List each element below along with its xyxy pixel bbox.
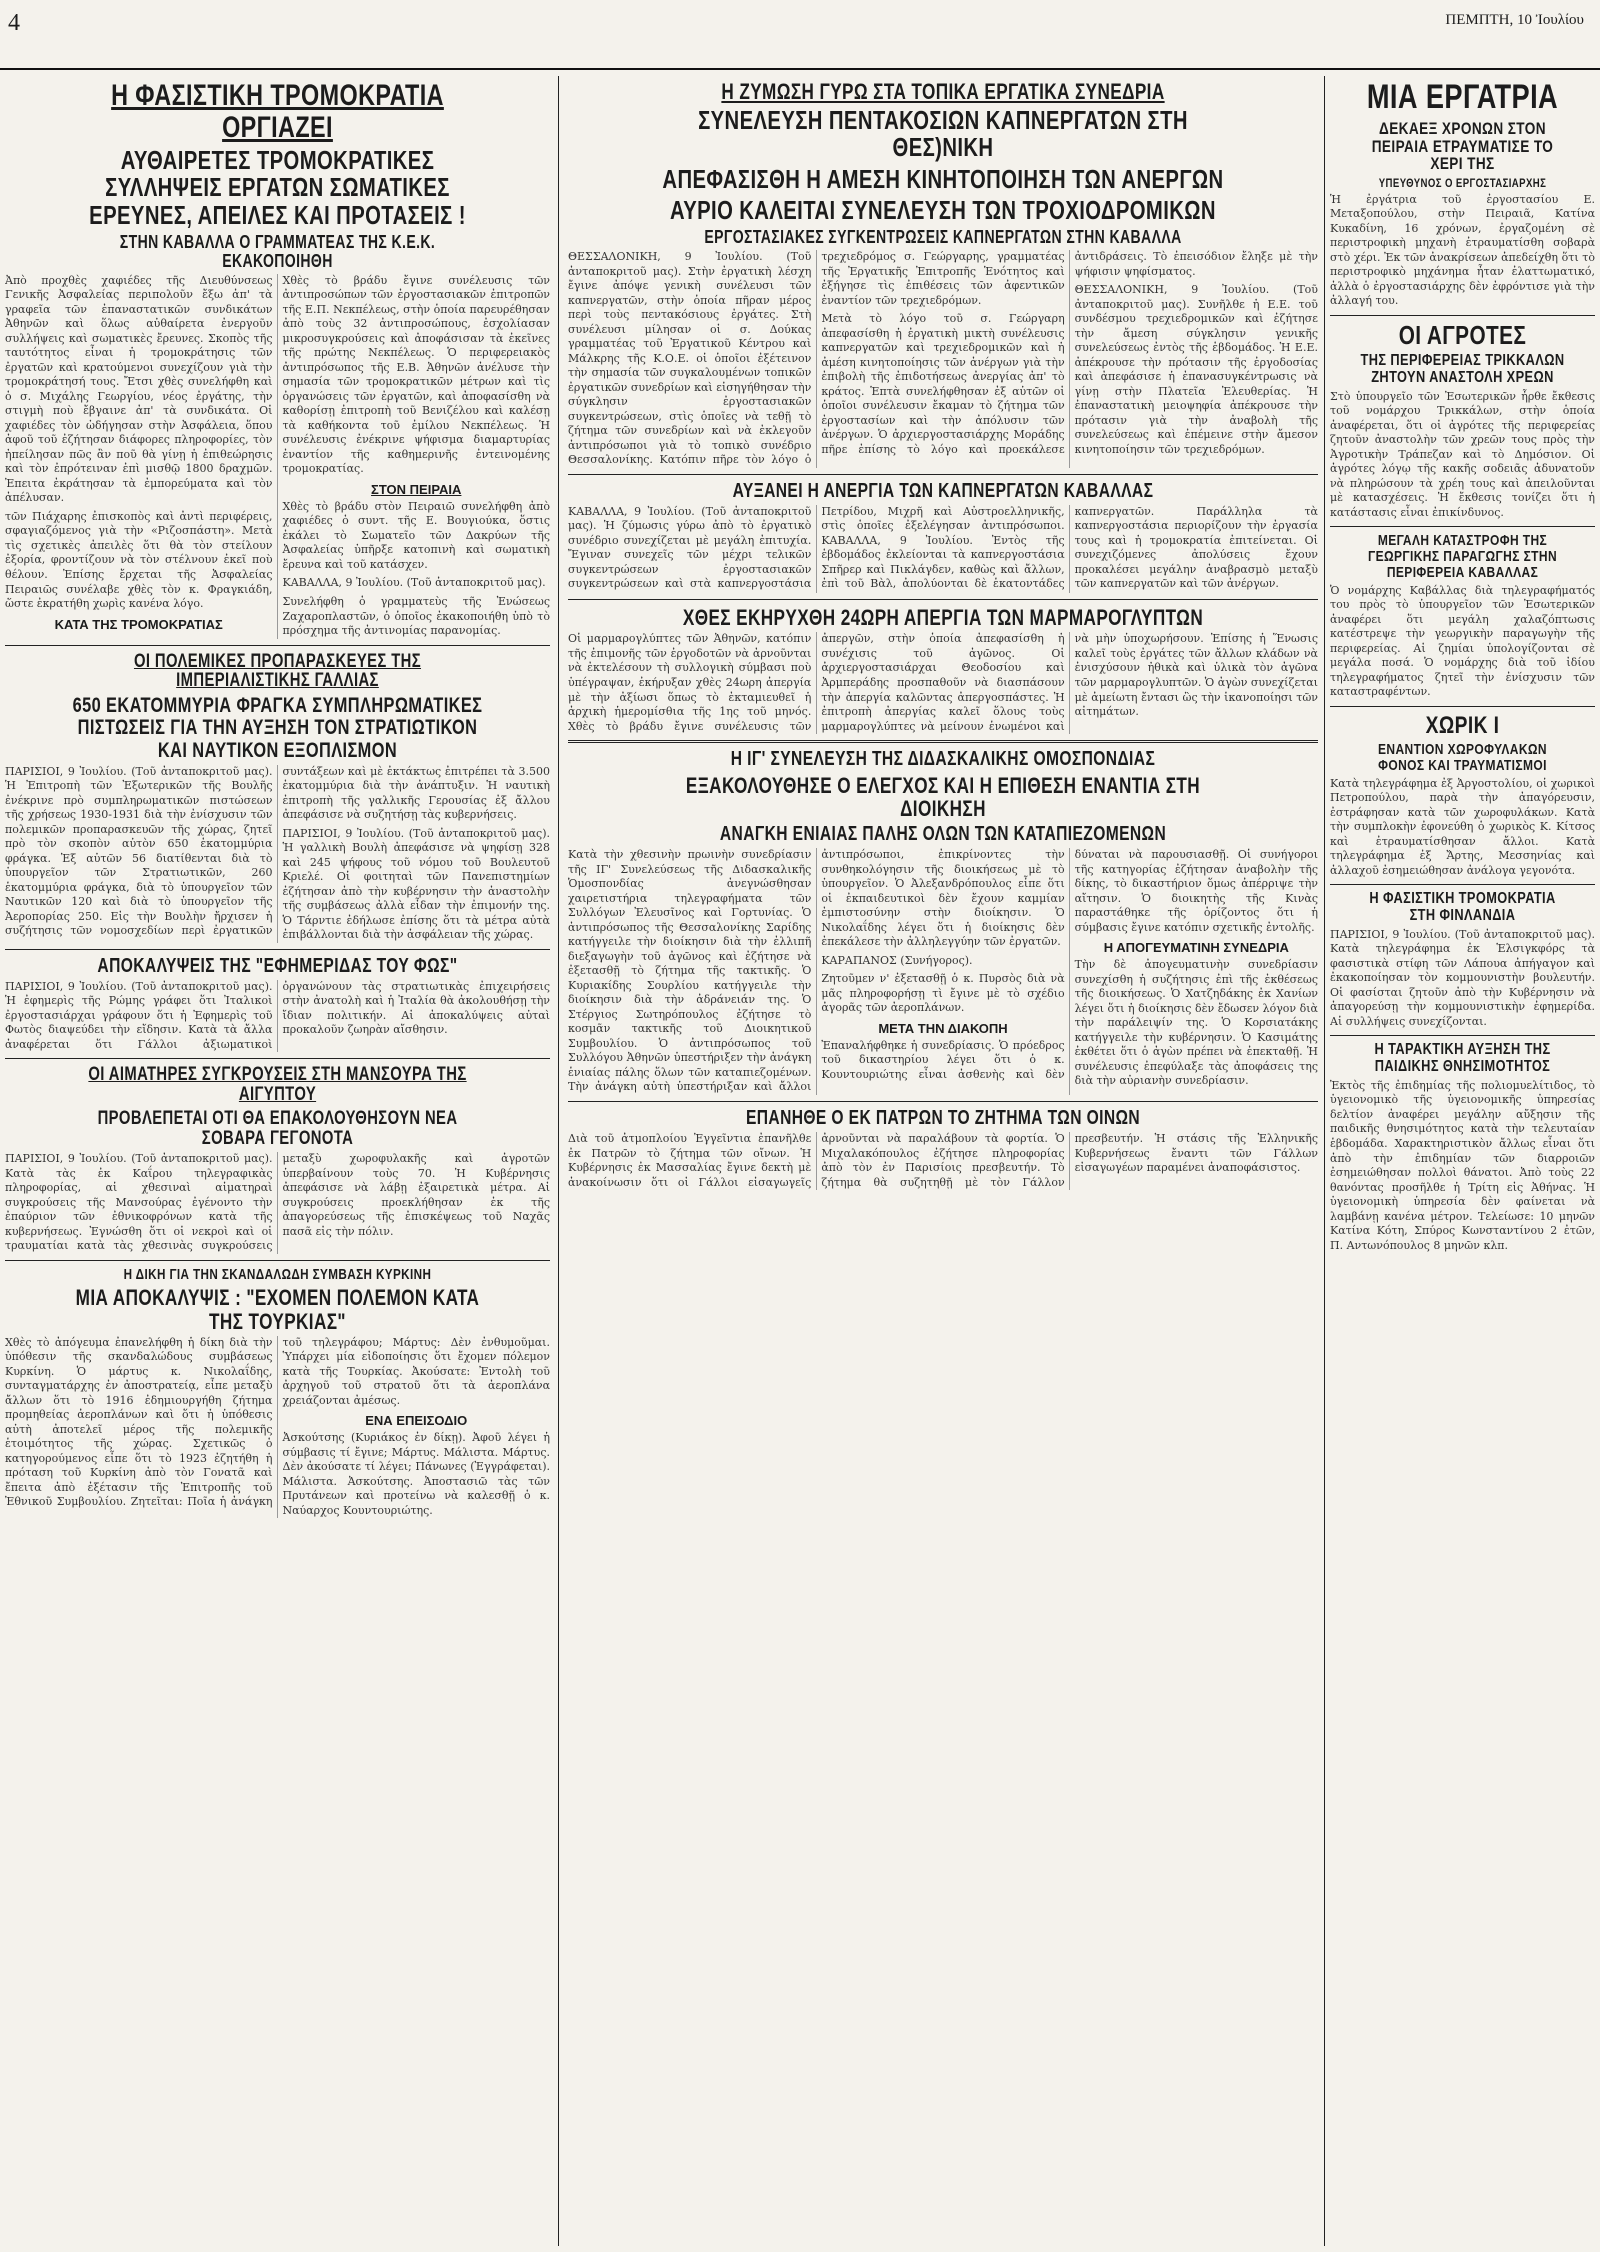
center-column (568, 76, 1318, 2246)
section-subhead: ΜΕΤΑ ΤΗΝ ΔΙΑΚΟΠΗ (878, 1020, 1008, 1036)
headline: ΕΝΑΝΤΙΟΝ ΧΩΡΟΦΥΛΑΚΩΝ ΦΟΝΟΣ ΚΑΙ ΤΡΑΥΜΑΤΙΣΜΟΙ (1377, 741, 1548, 774)
divider (5, 1260, 550, 1261)
headline: ΟΙ ΑΓΡΟΤΕΣ (1398, 319, 1527, 350)
article-byline: ΚΑΡΑΠΑΝΟΣ (Συνήγορος). (821, 953, 973, 967)
divider (5, 1058, 550, 1059)
headline: Η ΦΑΣΙΣΤΙΚΗ ΤΡΟΜΟΚΡΑΤΙΑ ΣΤΗ ΦΙΝΛΑΝΔΙΑ (1369, 890, 1556, 924)
divider (1330, 1035, 1595, 1036)
headline: ΠΡΟΒΛΕΠΕΤΑΙ ΟΤΙ ΘΑ ΕΠΑΚΟΛΟΥΘΗΣΟΥΝ ΝΕΑ ΣΟΒΑΡΑ ΓΕΓΟΝΟΤΑ (97, 1108, 458, 1150)
article-text: ΚΑΒΑΛΛΑ, 9 Ἰουλίου. (Τοῦ ἀνταποκριτοῦ μας). Ἡ ζύμωσις γύρω ἀπὸ τὸ ἐργατικὸ συνέδριο συνεχίζεται μὲ μεγάλη ἐπιτυχία. Ἔγιναν συνεχεῖς τῶν μέχρι τελικῶν συγκεντρώσεων ἐργοστασιακῶν συγκεντρώσεων καὶ στὰ καπνεργοστάσια Πετρίδου, Μιχρῆ καὶ Αὐστροελληνικῆς, στὶς ὁποῖες ἐξελέγησαν ἀντιπρόσωποι. ΚΑΒΑΛΛΑ, 9 Ἰουλίου. Ἐντὸς τῆς ἑβδομάδος ἐκλείονται τὰ καπνεργοστάσια Σπῆρερ καὶ Πικλάγδεν, καθὼς καὶ ἄλλων, ἐπὶ τοῦ Βὰλ, ἀπολύονται δὲ ἑκατοντάδες καπνεργατῶν. Παράλληλα τὰ καπνεργοστάσια περιορίζουν τὴν ἐργασία τους καὶ ἡ τρομοκρατία ἐπιτείνεται. Οἱ συνεχιζόμενες ἀπολύσεις ἔχουν προκαλέσει μεγάλην ἀναβρασμὸ μεταξὺ τῶν καπνεργατῶν καὶ τῶν ἀνέργων. (568, 504, 1318, 591)
article-body (5, 1336, 550, 1519)
article-text: Ἐπαναλήφθηκε ἡ συνεδρίασις. Ὁ πρόεδρος τοῦ δικαστηρίου λέγει ὅτι ὁ κ. Κουντουριώτης εἶναι ἀσθενὴς καὶ δὲν δύναται νὰ παρουσιασθῇ. Οἱ συνήγοροι τῆς κατηγορίας ἐζήτησαν ἀναβολὴν τῆς δίκης, τὸ δικαστήριον ὅμως ἀπέρριψε τὴν αἴτησιν. Ὁ διοικητὴς τῆς Κινὰς παραστάθηκε τῆς ὁρίζοντος ὅτι ἡ σύμβασις ἔγινε κατόπιν σχετικῆς ἐντολῆς. (821, 848, 1318, 1081)
headline: ΟΙ ΑΙΜΑΤΗΡΕΣ ΣΥΓΚΡΟΥΣΕΙΣ ΣΤΗ ΜΑΝΣΟΥΡΑ ΤΗΣ ΑΙΓΥΠΤΟΥ (88, 1064, 467, 1106)
article-text: Χθὲς τὸ βράδυ ἔγινε συνέλευσις τῶν ἀντιπροσώπων τῶν ἐργοστασιακῶν ἐπιτροπῶν τῆς Ε.Π. Νεκπέλεως, στὴν ὁποία παρευρέθησαν ἀπὸ τοὺς 32 ἀντιπροσώπους, ἐσχολίασαν μικροσυγκρούσεις καὶ ἀποφάσισαν τὰ ἐκεῖνες τῆς πρώτης Νεκπέλεως. Ὁ περιφερειακὸς ἀντιπρόσωπος τῆς Ε.Β. Ἀθηνῶν ἀνέλυσε τὴν σημασία τῶν τρομοκρατικῶν μέτρων καὶ τὶς ὀργανώσεις τῶν ἐργατῶν, καὶ ἀποφασίσθη νὰ καθορίσῃ ἐπιτροπὴ τοῦ Βενιζέλου καὶ καλέσῃ τὰ καθήκοντα τοῦ ἐμίλου Νεκπέλεως. Ἡ συνέλευσις ἐνέκρινε ψήφισμα διαμαρτυρίας ἐναντίον τῆς καθημερινῆς ἐντεινομένης τρομοκρατίας. (282, 273, 550, 476)
article-text: Ἀσκούτσης (Κυριάκος ἐν δίκῃ). Ἀφοῦ λέγει ἡ σύμβασις τί ἔγινε; Μάρτυς. Μάλιστα. Μάρτυς. Δὲν ἀκούσατε τί λέγει; Πάνωνες (Ἐγγράφεται). Μάλιστα. Ἀσκούτσης. Ἀποστασιῶ τὰς τῶν Πρυτάνεων καὶ προτείνω νὰ καλεσθῇ ὁ κ. Ναύαρχος Κουντουριώτης. (282, 1431, 550, 1517)
headline: ΑΠΕΦΑΣΙΣΘΗ Η ΑΜΕΣΗ ΚΙΝΗΤΟΠΟΙΗΣΗ ΤΩΝ ΑΝΕΡΓΩΝ (662, 163, 1224, 194)
headline: ΜΕΓΑΛΗ ΚΑΤΑΣΤΡΟΦΗ ΤΗΣ ΓΕΩΡΓΙΚΗΣ ΠΑΡΑΓΩΓΗΣ ΣΤΗΝ ΠΕΡΙΦΕΡΕΙΑ ΚΑΒΑΛΛΑΣ (1367, 532, 1558, 581)
masthead-rule (0, 68, 1600, 70)
article-text: Χθὲς τὸ ἀπόγευμα ἐπανελήφθη ἡ δίκη διὰ τὴν ὑπόθεσιν τῆς σκανδαλώδους συμβάσεως Κυρκίνη. Ὁ μάρτυς κ. Νικολαΐδης, συνταγματάρχης ἐν ἀποστρατείᾳ, εἶπε μεταξὺ ἄλλων ὅτι τὸ 1916 ἐδημιουργήθη ζήτημα προμηθείας ἀεροπλάνων καὶ ὅτι ἡ ὑπόθεσις αὐτὴ ἀποτελεῖ μέρος τῆς πολεμικῆς ἑτοιμότητος τῆς χώρας. Σχετικῶς ὁ κατηγορούμενος εἶπε ὅτι τὸ 1923 ἐζητήθη ἡ πρόταση τοῦ Κυρκίνη ἀπὸ τὸν Γονατᾶ καὶ ἔπειτα ἀπὸ ἐξέτασιν τῆς Ἐπιτροπῆς τοῦ Ἐθνικοῦ Συμβουλίου. Ζητεῖται: Ποῖα ἡ ἀνάγκη τοῦ τηλεγράφου; Μάρτυς: Δὲν ἐνθυμοῦμαι. Ὑπάρχει μία εἰδοποίησις ὅτι ἔχομεν πόλεμον κατὰ τῆς Τουρκίας. Ἀκούσατε: Ἐντολὴ τοῦ ἀρχηγοῦ τοῦ στρατοῦ ὅτι τὰ ἀεροπλάνα χρειάζονται ἀμέσως. (5, 1335, 550, 1509)
article-text: ΘΕΣΣΑΛΟΝΙΚΗ, 9 Ἰουλίου. (Τοῦ ἀνταποκριτοῦ μας). Συνῆλθε ἡ Ε.Ε. τοῦ συνδέσμου τρεχιεδρομικῶν καὶ ἐζήτησε τὴν ἄμεση σύγκλησιν γενικῆς συνελεύσεως ἐντὸς τῆς ἑβδομάδος. Ἡ Ε.Ε. ἀπέκρουσε τὴν πρότασιν τῆς ἐργοδοσίας καὶ ἀπεφάσισε ἡ ἐπανασυγκέντρωσις νὰ γίνῃ στὴν Πλατεῖα Ἐλευθερίας. Ἡ ἐπαναστατικὴ μειοψηφία ἀπέκρουσε τὴν πρότασιν γιὰ τὴν ἀναβολὴ τῆς συνελεύσεως καὶ ἐπέμεινε στὴν ἄμεσον κινητοποίησιν τῶν τρεχιεδρόμων. (1074, 283, 1318, 456)
section-subhead: Η ΑΠΟΓΕΥΜΑΤΙΝΗ ΣΥΝΕΔΡΙΑ (1103, 940, 1289, 956)
headline: ΣΥΝΕΛΕΥΣΗ ΠΕΝΤΑΚΟΣΙΩΝ ΚΑΠΝΕΡΓΑΤΩΝ ΣΤΗ ΘΕΣ)ΝΙΚΗ (698, 105, 1188, 163)
headline: Η ΙΓ' ΣΥΝΕΛΕΥΣΗ ΤΗΣ ΔΙΔΑΣΚΑΛΙΚΗΣ ΟΜΟΣΠΟΝΔΙΑΣ (730, 748, 1156, 771)
divider (568, 474, 1318, 475)
column-divider (1324, 76, 1325, 2246)
divider (1330, 706, 1595, 707)
left-column (5, 76, 550, 2246)
dateline: ΠΕΜΠΤΗ, 10 Ἰουλίου (1445, 12, 1584, 28)
article-body (568, 505, 1318, 593)
headline: ΧΘΕΣ ΕΚΗΡΥΧΘΗ 24ΩΡΗ ΑΠΕΡΓΙΑ ΤΩΝ ΜΑΡΜΑΡΟΓΛΥΠΤΩΝ (682, 605, 1204, 631)
article-text: Οἱ μαρμαρογλύπτες τῶν Ἀθηνῶν, κατόπιν τῆς ἐπιμονῆς τῶν ἐργοδοτῶν νὰ ἀρνοῦνται νὰ ἐκτελέσουν τὴ συλλογικὴ σύμβασι ποὺ ὑπέγραψαν, ἐκήρυξαν χθὲς 24ωρη ἀπεργία μὲ τὴν ἀξίωσι ὅπως τὸ ἐκταμιευθεῖ ἡ ἀρχικὴ ἡμερομίσθια τῆς 1ης τοῦ μηνός. Χθὲς τὸ βράδυ ἔγινε συνέλευσις τῶν ἀπεργῶν, στὴν ὁποία ἀπεφασίσθη ἡ συνέχισις τοῦ ἀγῶνος. Οἱ ἀρχιεργοστασιάρχαι Θεοδοσίου καὶ Ἀρμπεράδης προσπαθοῦν νὰ διασπάσουν τὴν ἀπεργία καλῶντας ἀπεργοσπάστες. Ἡ ἐπιτροπὴ ἀπεργίας καλεῖ ὅλους τοὺς μαρμαρογλύπτες νὰ μείνουν ἑνωμένοι καὶ νὰ μὴν ὑποχωρήσουν. Ἐπίσης ἡ Ἕνωσις καλεῖ τοὺς ἐργάτες τῶν ἄλλων κλάδων νὰ ἐνισχύσουν ἠθικὰ καὶ ὑλικὰ τὸν ἀγῶνα τῶν μαρμαρογλυπτῶν. Ὁ ἀγὼν συνεχίζεται μὲ ἀμείωτη ἔντασι ὣς τὴν ἱκανοποίησι τῶν αἰτημάτων. (568, 632, 1318, 733)
article-text: ΠΑΡΙΣΙΟΙ, 9 Ἰουλίου. (Τοῦ ἀνταποκριτοῦ μας). Ἡ Ἐπιτροπὴ τῶν Ἐξωτερικῶν τῆς Βουλῆς ἐνέκρινε πρὸ συμπληρωματικῶν πιστώσεων τῆς χρήσεως 1930-1931 διὰ τὴν ἐνίσχυσιν τῶν πολεμικῶν προπαρασκευῶν τῆς χώρας, ζητεῖ πρὸ τὸν σκοπὸν αὐτὸν 650 ἑκατομμύρια φράγκα. Ἐξ αὐτῶν 56 διατίθενται διὰ τὸ ὑπουργεῖον τῶν Στρατιωτικῶν, 260 ἑκατομμύρια φράγκα, διὰ τὸ ὑπουργεῖον τῶν Ναυτικῶν 120 καὶ διὰ τὸ ὑπουργεῖον τῆς Ἀεροπορίας 250. Εἰς τὴν Βουλὴν ἤρχισεν ἡ συζήτησις τῶν νομοσχεδίων περὶ ἐργατικῶν συντάξεων καὶ μὲ ἐκτάκτως ἐπιτρέπει τὰ 3.500 ἑκατομμύρια διὰ τὴν ἀνάπτυξιν. Ἡ ναυτικὴ ἐπιτροπὴ τῆς γαλλικῆς Γερουσίας ἐξ ἄλλου ἀπεφάσισε νὰ συζητήσῃ τὰς κυβερνήσεις. (5, 764, 550, 938)
divider (1330, 884, 1595, 885)
subheadline: ΣΤΗΝ ΚΑΒΑΛΛΑ Ο ΓΡΑΜΜΑΤΕΑΣ ΤΗΣ Κ.Ε.Κ. ΕΚΑΚΟΠΟΙΗΘΗ (119, 231, 436, 271)
headline: ΑΝΑΓΚΗ ΕΝΙΑΙΑΣ ΠΑΛΗΣ ΟΛΩΝ ΤΩΝ ΚΑΤΑΠΙΕΖΟΜΕΝΩΝ (719, 823, 1167, 846)
headline: ΟΙ ΠΟΛΕΜΙΚΕΣ ΠΡΟΠΑΡΑΣΚΕΥΕΣ ΤΗΣ ΙΜΠΕΡΙΑΛΙΣΤΙΚΗΣ ΓΑΛΛΙΑΣ (133, 650, 422, 692)
article-body (568, 1132, 1318, 1190)
divider (568, 740, 1318, 743)
article-byline: ΚΑΒΑΛΛΑ, 9 Ἰουλίου. (Τοῦ ἀνταποκριτοῦ μας). (282, 576, 546, 590)
page-number: 4 (8, 10, 20, 36)
article-text: Κατὰ τηλεγράφημα ἐξ Ἀργοστολίου, οἱ χωρικοὶ Πετροπούλου, παρὰ τὴν ἀπαγόρευσιν, ἐστράφησαν κατὰ τῶν χωροφυλάκων. Κατὰ τὴν συμπλοκὴν ἐφονεύθη ὁ χωρικὸς Κ. Κίτσος καὶ ἐτραυματίσθησαν ἄλλοι. Κατὰ τηλεγράφημα ἐξ Ἄρτης, Μεσσηνίας καὶ ἀλλαχοῦ ἐσημειώθησαν ἀνάλογα γεγονότα. (1330, 776, 1595, 877)
article-body (5, 980, 550, 1053)
headline: Η ΤΑΡΑΚΤΙΚΗ ΑΥΞΗΣΗ ΤΗΣ ΠΑΙΔΙΚΗΣ ΘΝΗΣΙΜΟΤΗΤΟΣ (1374, 1041, 1551, 1076)
article-text: τῶν Πιάχαρης ἐπισκοπὸς καὶ ἀντὶ περιφέρεις, σφαγιαζόμενος γιὰ τὴν «Ριζοσπάστη». Μετὰ τὶς σχετικὲς ἀπειλὲς ὅτι θὰ τὸν στείλουν ἐξορία, φροντίζουν νὰ τὸν στέλνουν ἐκεῖ ποὺ θέλουν. Ἐπίσης ἔρχεται τῆς Ἀσφαλείας Πειραιῶς συνέλαβε χθὲς τὸν κ. Φραγκιάδη, ὥστε ἐκρατήθη χωρὶς κανένα λόγο. (5, 509, 273, 611)
headline: ΔΕΚΑΕΞ ΧΡΟΝΩΝ ΣΤΟΝ ΠΕΙΡΑΙΑ ΕΤΡΑΥΜΑΤΙΣΕ ΤΟ ΧΕΡΙ ΤΗΣ (1371, 118, 1554, 174)
headline: ΧΩΡΙΚ Ι (1425, 711, 1500, 739)
article-text: Ἀπὸ προχθὲς χαφιέδες τῆς Διευθύνσεως Γενικῆς Ἀσφαλείας περιπολοῦν ἔξω ἀπ' τὰ γραφεῖα τῶν ἐπαναστατικῶν συνδικάτων Ἀθηνῶν καὶ ὅλως αὐθαίρετα ἐνεργοῦν συλλήψεις καὶ σωματικὲς ἔρευνες. Σκοπὸς τῆς ταυτότητος εἶναι ἡ τρομοκράτησις τῶν ἐργατῶν καὶ κρατούμενοι συνεχίζουν γιὰ τὴν τρομοκράτησή τους. Ἔτσι χθὲς συνελήφθη καὶ ὁ σ. Μιχάλης Γεωργίου, νέος ἐργάτης, τὴν στιγμὴ ποὺ ἔβγαινε ἀπ' τὰ συνδικάτα. Οἱ χαφιέδες τὸν ὡδήγησαν στὴν Ἀσφάλεια, ὅπου ἀφοῦ τοῦ ἐζήτησαν διάφορες πληροφορίες, τὸν ἠπείλησαν πῶς ἂν ποῦ θὰ γίνῃ ἡ ἐπιθεώρησις καὶ τὸν ἐπρότειναν ἐπὶ μισθῷ 1800 δραχμῶν. Ἐπειτα ἐκράτησαν τὰ ἐμπορεύματα καὶ τὸν ἀπέλυσαν. (5, 273, 273, 505)
divider (568, 1101, 1318, 1102)
article-text: Μετὰ τὸ λόγο τοῦ σ. Γεώργαρη ἀπεφασίσθη ἡ ἐργατικὴ μικτὴ συνέλευσις καπνεργατῶν καὶ τρεχιεδρομικῶν καὶ ἡ ἀμέση κινητοποίησις τῶν ἀνέργων γιὰ τὴν ἐπιβολὴ τῆς ἐπιδοτήσεως ἀνεργίας ἀπ' τὸ κράτος. Ἑπτὰ συνελήφθησαν ἐξ αὐτῶν οἱ ὁποῖοι συνέλευσιν ἔκαμαν τὸ ζήτημα τῶν ἐργοστασίων καὶ τὴν ἀπόλυσιν τῶν ἀνέργων. Ὁ ἀρχιεργοστασιάρχης Μοράδης πῆρε ἐπίσης τὸ λόγο καὶ προεκάλεσε ἀντιδράσεις. Τὸ ἐπεισόδιον ἔληξε μὲ τὴν ψήφισιν ψηφίσματος. (821, 250, 1318, 456)
article-body (5, 765, 550, 943)
article-body (5, 1152, 550, 1254)
article-text: ΠΑΡΙΣΙΟΙ, 9 Ἰουλίου. (Τοῦ ἀνταποκριτοῦ μας). Κατὰ τὰς ἐκ Καΐρου τηλεγραφικὰς πληροφορίας, αἱ χθεσιναὶ αἱματηραὶ συγκρούσεις τῆς Μανσούρας ἐγένοντο τὴν ἐπαύριον τῶν ἐθνικοφρόνων κατὰ τῆς κυβερνήσεως. Ἐγνώσθη ὅτι οἱ νεκροὶ καὶ οἱ τραυματίαι κατὰ τὰς χθεσινὰς συγκρούσεις μεταξὺ χωροφυλακῆς καὶ ἀγροτῶν ὑπερβαίνουν τοὺς 70. Ἡ Κυβέρνησις ἀπεφάσισε νὰ λάβῃ ἐξαιρετικὰ μέτρα. Αἱ συγκρούσεις προεκλήθησαν ἐκ τῆς ἀπαγορεύσεως τῆς ἐπισκέψεως τοῦ Ναχᾶς πασᾶ εἰς τὴν πόλιν. (5, 1152, 550, 1253)
headline: ΜΙΑ ΑΠΟΚΑΛΥΨΙΣ : "ΕΧΟΜΕΝ ΠΟΛΕΜΟΝ ΚΑΤΑ ΤΗΣ ΤΟΥΡΚΙΑΣ" (75, 1285, 480, 1334)
subheadline: ΕΡΓΟΣΤΑΣΙΑΚΕΣ ΣΥΓΚΕΝΤΡΩΣΕΙΣ ΚΑΠΝΕΡΓΑΤΩΝ ΣΤΗΝ ΚΑΒΑΛΛΑ (704, 227, 1182, 248)
headline: Η ΔΙΚΗ ΓΙΑ ΤΗΝ ΣΚΑΝΔΑΛΩΔΗ ΣΥΜΒΑΣΗ ΚΥΡΚΙΝΗ (123, 1265, 432, 1283)
article-body (568, 632, 1318, 734)
article-text: Ὁ νομάρχης Καβάλλας διὰ τηλεγραφήματός του πρὸς τὸ ὑπουργεῖον τῶν Ἐσωτερικῶν ἀναφέρει ὅτι μεγάλη χαλαζόπτωσις κατέστρεψε τὴν γεωργικὴν παραγωγὴν τῆς περιφερείας. Αἱ ζημίαι ὑπολογίζονται σὲ μεγάλα ποσά. Ὁ νομάρχης διὰ τοῦ ἰδίου τηλεγραφήματος ζητεῖ τὴν ἐνίσχυσιν τῶν καταστραφέντων. (1330, 583, 1595, 699)
article-body (568, 250, 1318, 468)
article-text: Στὸ ὑπουργεῖο τῶν Ἐσωτερικῶν ἦρθε ἔκθεσις τοῦ νομάρχου Τρικκάλων, στὴν ὁποία ἀναφέρεται, ὅτι οἱ ἀγρότες τῆς περιφερείας ζητοῦν ἀναστολὴν τῶν χρεῶν τους πρὸς τὴν Ἀγροτικὴν Τράπεζαν καὶ τὸ Δημόσιον. Οἱ ἀγρότες λόγῳ τῆς κακῆς σοδειᾶς ἀδυνατοῦν νὰ πληρώσουν τὰ χρέη τους καὶ ἀπειλοῦνται μὲ κατασχέσεις. Ἡ ἔκθεσις τονίζει ὅτι ἡ κατάστασις εἶναι ἐπικίνδυνος. (1330, 389, 1595, 519)
divider (1330, 526, 1595, 527)
article-body (568, 848, 1318, 1095)
article-text: Κατὰ τὴν χθεσινὴν πρωινὴν συνεδρίασιν τῆς ΙΓ' Συνελεύσεως τῆς Διδασκαλικῆς Ὁμοσπονδίας ἀνεγνώσθησαν χαιρετιστήρια τηλεγραφήματα τῶν Συλλόγων Ἐλευσῖνος καὶ Γορτυνίας. Ὁ ἀντιπρόσωπος τῆς Θεσσαλονίκης Σαρίδης κατήγγειλε τὴν διοίκησιν διὰ τὴν ἐλλιπῆ διεξαγωγὴν τοῦ ἀγῶνος καὶ ἐζήτησε νὰ ἐξετασθῇ τὸ ζήτημα τῆς τακτικῆς. Ὁ Κυριακίδης Σουρλίου κατήγγειλε τὴν διοίκησιν διὰ τὴν ἀδράνειάν της. Ὁ Στέργιος Σωτηρόπουλος ἐζήτησε τὸ κοσμᾶν τακτικῆς τοῦ Διοικητικοῦ Συμβουλίου. Ὁ ἀντιπρόσωπος τοῦ Συλλόγου Ἀθηνῶν ὑπεστήριξεν τὴν ἀνάγκη ἑνιαίας πάλης ὅλων τῶν καταπιεζομένων. Τὴν ἀνάγκη αὐτὴ ὑπεστήριξαν καὶ ἄλλοι ἀντιπρόσωποι, ἐπικρίνοντες τὴν συνθηκολόγησιν τῆς διοικήσεως μὲ τὸ ὑπουργεῖον. Ὁ Ἀλεξανδρόπουλος εἶπε ὅτι οἱ ἐκπαιδευτικοὶ δὲν ἔχουν καμμίαν ἐμπιστοσύνην στὴν διοίκησιν. Ὁ Νικολαΐδης λέγει ὅτι ἡ διοίκησις δὲν ἐπεκάλεσε τὴν ἀλληλεγγύην τῶν ἐργατῶν. (568, 848, 1065, 1094)
divider (1330, 315, 1595, 316)
headline: ΑΥΞΑΝΕΙ Η ΑΝΕΡΓΙΑ ΤΩΝ ΚΑΠΝΕΡΓΑΤΩΝ ΚΑΒΑΛΛΑΣ (732, 479, 1154, 502)
headline: ΕΞΑΚΟΛΟΥΘΗΣΕ Ο ΕΛΕΓΧΟΣ ΚΑΙ Η ΕΠΙΘΕΣΗ ΕΝΑΝΤΙΑ ΣΤΗ ΔΙΟΙΚΗΣΗ (685, 773, 1201, 822)
article-text: ΠΑΡΙΣΙΟΙ, 9 Ἰουλίου. (Τοῦ ἀνταποκριτοῦ μας). Κατὰ τηλεγράφημα ἐκ Ἑλσιγκφόρς τὰ φασιστικὰ στίφη τῶν Λάπουα ἀπήγαγον καὶ ἐκακοποίησαν τὸν κομμουνιστὴν βουλευτήν. Οἱ φασίσται ζητοῦν ἀπὸ τὴν Κυβέρνησιν νὰ ἀπαγορεύσῃ τὴν κομμουνιστικὴν ἐφημερίδα. Αἱ συλλήψεις συνεχίζονται. (1330, 927, 1595, 1028)
headline: Η ΖΥΜΩΣΗ ΓΥΡΩ ΣΤΑ ΤΟΠΙΚΑ ΕΡΓΑΤΙΚΑ ΣΥΝΕΔΡΙΑ (721, 79, 1165, 104)
article-text: Χθὲς τὸ βράδυ στὸν Πειραιῶ συνελήφθη ἀπὸ χαφιέδες ὁ συντ. τῆς Ε. Βουγιούκα, ὅστις ἐκάλει τὸ Σωματεῖο τῶν Δακρύων τῆς Ἀσφαλείας ὑπῆρξε κατοπινὴ καὶ σωματικὴ ἔρευνα καὶ τοῦ κατάσχεν. (282, 499, 550, 571)
headline: 650 ΕΚΑΤΟΜΜΥΡΙΑ ΦΡΑΓΚΑ ΣΥΜΠΛΗΡΩΜΑΤΙΚΕΣ ΠΙΣΤΩΣΕΙΣ ΓΙΑ ΤΗΝ ΑΥΞΗΣΗ ΤΟΝ ΣΤΡΑΤΙΩΤΙΚΟΝ ΚΑΙ ΝΑΥΤΙΚΟΝ ΕΞΟΠΛΙΣΜΟΝ (72, 694, 483, 762)
column-divider (558, 76, 559, 2246)
divider (5, 645, 550, 646)
subheadline: ΥΠΕΥΘΥΝΟΣ Ο ΕΡΓΟΣΤΑΣΙΑΡΧΗΣ (1378, 176, 1547, 191)
article-text: Τὴν δὲ ἀπογευματινὴν συνεδρίασιν συνεχίσθη ἡ συζήτησις ἐπὶ τῆς ἐκθέσεως τῆς διοικήσεως. Ὁ Χατζηδάκης ἐκ Χανίων λέγει ὅτι ἡ διοίκησις δὲν ἔδωσεν λόγον διὰ τὴν παράλειψίν της. Ὁ Κορσιατάκης κατήγγειλε τὴν κυβέρνησιν. Ὁ Κασιμάτης ἐκθέτει ὅτι ὁ ἀγὼν πρέπει νὰ ἐπεκταθῇ. Ἡ συνέλευσις ἐπεφύλαξε τὰς ἀποφάσεις της διὰ τὴν αὐριανὴν συνεδρίασιν. (1074, 958, 1318, 1088)
article-body (5, 274, 550, 639)
right-column (1330, 76, 1595, 2246)
headline: ΑΥΘΑΙΡΕΤΕΣ ΤΡΟΜΟΚΡΑΤΙΚΕΣ ΣΥΛΛΗΨΕΙΣ ΕΡΓΑΤΩΝ ΣΩΜΑΤΙΚΕΣ ΕΡΕΥΝΕΣ, ΑΠΕΙΛΕΣ ΚΑΙ ΠΡΟΤΑΣΕΙΣ ! (89, 145, 466, 230)
divider (5, 949, 550, 950)
article-text: Ζητοῦμεν ν' ἐξετασθῇ ὁ κ. Πυρσὸς διὰ νὰ μᾶς πληροφορήσῃ τὶ ἔγινε μὲ τὸ σχέδιο ἀγορᾶς τῶν ἀεροπλάνων. (821, 972, 1065, 1015)
article-text: Διὰ τοῦ ἀτμοπλοίου Ἐγγεῖντια ἐπανῆλθε ἐκ Πατρῶν τὸ ζήτημα τῶν οἴνων. Ἡ Κυβέρνησις ἐκ Μασσαλίας ἔγινε δεκτὴ μὲ ἀνακοίνωσιν ὅτι οἱ Γάλλοι εἰσαγωγεῖς ἀρνοῦνται νὰ παραλάβουν τὰ φορτία. Ὁ Μιχαλακόπουλος ἐζήτησε πληροφορίας ἀπὸ τὸν ἐν Παρισίοις πρεσβευτήν. Τὸ ζήτημα θὰ συζητηθῇ μὲ τὸν Γάλλον πρεσβευτήν. Ἡ στάσις τῆς Ἑλληνικῆς Κυβερνήσεως ἔναντι τῶν Γάλλων εἰσαγωγέων παραμένει ἀναποφάσιστος. (568, 1132, 1318, 1189)
headline: Η ΦΑΣΙΣΤΙΚΗ ΤΡΟΜΟΚΡΑΤΙΑ ΟΡΓΙΑΖΕΙ (111, 79, 444, 144)
headline: ΑΠΟΚΑΛΥΨΕΙΣ ΤΗΣ "ΕΦΗΜΕΡΙΔΑΣ ΤΟΥ ΦΩΣ" (97, 954, 458, 977)
article-text: ΠΑΡΙΣΙΟΙ, 9 Ἰουλίου. (Τοῦ ἀνταποκριτοῦ μας). Ἡ γαλλικὴ Βουλὴ ἀπεφάσισε νὰ ψηφίσῃ 328 καὶ 245 ψήφους τοῦ νόμου τοῦ Βουλευτοῦ Κριελέ. Οἱ φοιτηταὶ τῶν Πανεπιστημίων ἐζήτησαν ἀπὸ τὴν κυβέρνησιν τὴν ἀναστολὴν τῆς συμβάσεως ἀλλὰ εἶδαν τὴν ἐπιμονήν της. Ὁ Τάρντιε ἐδήλωσε ἐπίσης ὅτι τὰ μέτρα αὐτὰ ἐπιβάλλονται διὰ τὴν ἀσφάλειαν τῆς χώρας. (282, 826, 550, 942)
article-text: ΘΕΣΣΑΛΟΝΙΚΗ, 9 Ἰουλίου. (Τοῦ ἀνταποκριτοῦ μας). Στὴν ἐργατικὴ λέσχη ἔγινε ἀπόψε γενικὴ συνέλευσι τῶν καπνεργατῶν, στὴν ὁποία πῆραν μέρος περὶ τοὺς πεντακόσιους ἐργάτες. Στὴ συνέλευσι μίλησαν οἱ σ. Δούκας γραμματέας τοῦ Ἐργατικοῦ Κέντρου καὶ Μάλκρης τῆς Κ.Ο.Ε. οἱ ὁποῖοι ἐξέτεινον τὴν σημασία τῶν συγκαλουμένων τοπικῶν ἐργατικῶν συνεδρίων καὶ εἰσηγήθησαν τὴν σύγκλησιν ἐργοστασιακῶν συγκεντρώσεων, στὶς ὁποῖες νὰ τεθῇ τὸ ζήτημα τῶν συνεδρίων καὶ νὰ ἐκλεγοῦν ἀντιπρόσωποι γιὰ τὸ τοπικὸ συνέδριο Θεσσαλονίκης. Κατόπιν πῆρε τὸν λόγο ὁ τρεχιεδρόμος σ. Γεώργαρης, γραμματέας τῆς Ἐργατικῆς Ἐπιτροπῆς Ἑνότητος καὶ ἐξήγησε τὶς ἐπιθέσεις τῶν ἀφεντικῶν ἐναντίον τῶν τρεχιεδρόμων. (568, 250, 1065, 467)
article-text: Ἐκτὸς τῆς ἐπιδημίας τῆς πολιομυελίτιδος, τὸ ὑγειονομικὸ τῆς ὑγειονομικῆς ὑπηρεσίας δελτίον ἀναφέρει μεγάλην αὔξησιν τῆς παιδικῆς θνησιμότητος κατὰ τὴν τελευταίαν ἑβδομάδα. Χαρακτηριστικὸν ἄλλως εἶναι ὅτι ἀπὸ τὴν ἐπιδημίαν τῶν διαρροιῶν ἐσημειώθησαν πολλοὶ θάνατοι. Ἀπὸ τοὺς 22 θανόντας προσῆλθε ἡ Τρίτη εἰς Ἀθήνας. Ἡ ὑγειονομικὴ ὑπηρεσία δὲν φαίνεται νὰ λαμβάνῃ κανένα μέτρον. Τελείωσε: 10 μηνῶν Κατίνα Κότη, Σπύρος Κωνσταντίνου 2 ἐτῶν, Π. Αντωνόπουλος 8 μηνῶν κλπ. (1330, 1078, 1595, 1252)
article-text: ΠΑΡΙΣΙΟΙ, 9 Ἰουλίου. (Τοῦ ἀνταποκριτοῦ μας). Ἡ ἐφημερὶς τῆς Ρώμης γράφει ὅτι Ἰταλικοὶ ἐργοστασιάρχαι γράφουν ὅτι ἡ Ἐφημερὶς τοῦ Φωτὸς διαψεύδει τὴν εἴδησιν. Κατὰ τὰ ἄλλα ἀναφέρεται ὅτι Γάλλοι ἀξιωματικοὶ ὀργανώνουν τὰς στρατιωτικὰς ἐπιχειρήσεις στὴν ἀνατολὴ καὶ ἡ Ἰταλία θὰ ἀκολουθήσῃ τὴν ἴδιαν πολιτικήν. Αἱ ἀποκαλύψεις αὐταὶ προκαλοῦν ζωηρὰν αἴσθησιν. (5, 979, 550, 1051)
divider (568, 599, 1318, 600)
section-subhead: ΣΤΟΝ ΠΕΙΡΑΙΑ (371, 481, 462, 497)
article-text: Ἡ ἐργάτρια τοῦ ἐργοστασίου Ε. Μεταξοπούλου, στὴν Πειραιᾶ, Κατίνα Κυκαδίνη, 16 χρόνων, ἐργαζομένη σὲ περιστροφικὴ μηχανὴ ἐτραυματίσθη σοβαρὰ στὸ χέρι. Ἐκ τῶν ἀνακρίσεων ἀπεδείχθη ὅτι τὸ περιστροφικὸ μηχάνημα ἦταν ἐλαττωματικό, ἀλλὰ ὁ ἐργοστασιάρχης δὲν ἐφρόντισε γιὰ τὴν ἀλλαγή του. (1330, 192, 1595, 308)
article-text: Συνελήφθη ὁ γραμματεὺς τῆς Ἑνώσεως Ζαχαροπλαστῶν, ὁ ὁποῖος ἐκακοποιήθη ὑπὸ τὸ πρόσχημα τῆς ἀντινομίας παρανομίας. (282, 594, 550, 638)
headline: ΑΥΡΙΟ ΚΑΛΕΙΤΑΙ ΣΥΝΕΛΕΥΣΗ ΤΩΝ ΤΡΟΧΙΟΔΡΟΜΙΚΩΝ (670, 194, 1216, 225)
headline: ΕΠΑΝΗΘΕ Ο ΕΚ ΠΑΤΡΩΝ ΤΟ ΖΗΤΗΜΑ ΤΩΝ ΟΙΝΩΝ (745, 1107, 1141, 1129)
section-subhead: ΚΑΤΑ ΤΗΣ ΤΡΟΜΟΚΡΑΤΙΑΣ (54, 616, 223, 632)
masthead (0, 0, 1600, 70)
section-subhead: ΕΝΑ ΕΠΕΙΣΟΔΙΟ (365, 1413, 468, 1429)
headline: ΤΗΣ ΠΕΡΙΦΕΡΕΙΑΣ ΤΡΙΚΚΑΛΩΝ ΖΗΤΟΥΝ ΑΝΑΣΤΟΛΗ ΧΡΕΩΝ (1360, 352, 1565, 387)
headline: ΜΙΑ ΕΡΓΑΤΡΙΑ (1366, 78, 1559, 116)
